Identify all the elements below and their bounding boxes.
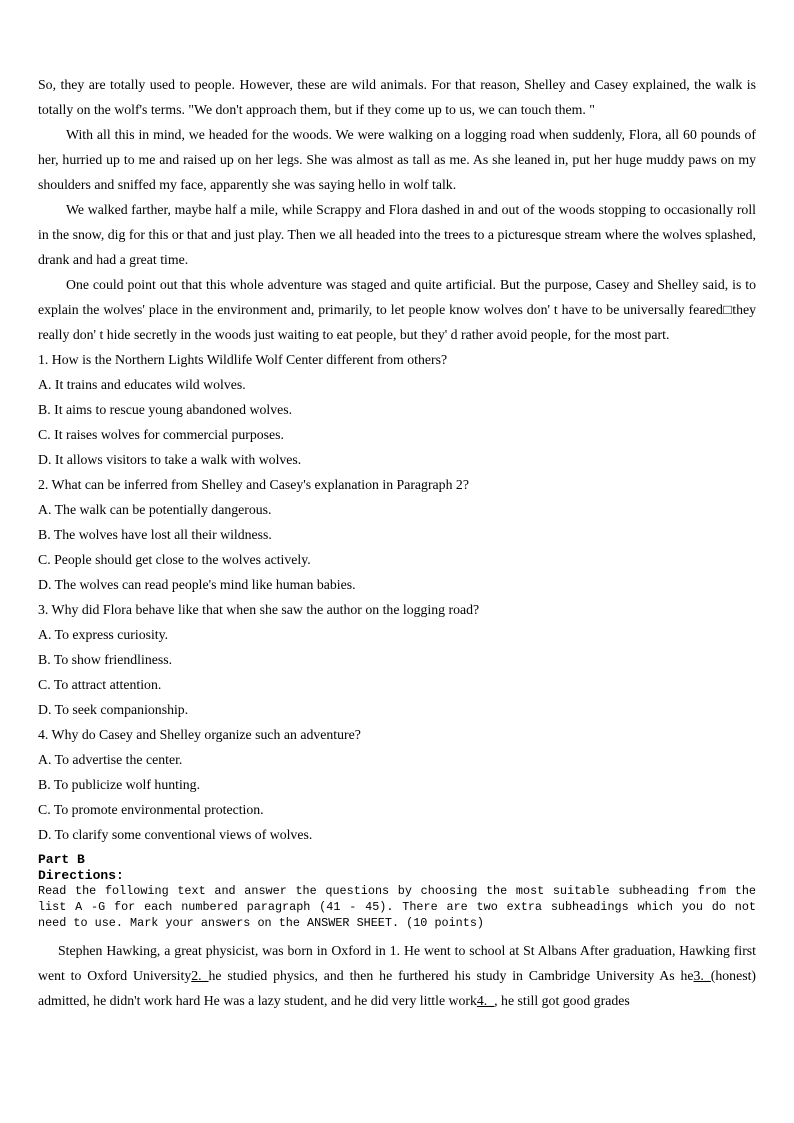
question-option: D. The wolves can read people's mind like human babies. <box>38 577 356 592</box>
question-option: D. It allows visitors to take a walk with wolves. <box>38 452 302 467</box>
cloze-text: Stephen Hawking, a great physicist, was born in Oxford in 1. He went to school at St Albans After graduation, Hawking first went to Oxford University <box>38 943 756 984</box>
cloze-text: he studied physics, and then he furthered his study in Cambridge University As he <box>208 968 694 984</box>
question-block <box>38 472 756 597</box>
question-option: B. To show friendliness. <box>38 652 173 667</box>
part-b-section <box>38 852 756 931</box>
question-option: A. It trains and educates wild wolves. <box>38 377 246 392</box>
question-text: 2. What can be inferred from Shelley and Casey's explanation in Paragraph 2? <box>38 477 469 492</box>
passage-paragraph: One could point out that this whole adventure was staged and quite artificial. But the purpose, Casey and Shelley said, is to explain the wolves' place in the environment and, primarily, to let people know wolves don' t have to be universally feared□they really don' t hide secretly in the woods just waiting to eat people, but they' d rather avoid people, for the most part. <box>38 277 756 342</box>
question-option: D. To seek companionship. <box>38 702 189 717</box>
question-option: B. The wolves have lost all their wildness. <box>38 527 272 542</box>
cloze-blank: 2._ <box>191 968 209 984</box>
reading-passage <box>38 72 756 347</box>
cloze-blank: 4._ <box>476 993 495 1009</box>
question-option: C. It raises wolves for commercial purposes. <box>38 427 284 442</box>
question-option: A. The walk can be potentially dangerous. <box>38 502 272 517</box>
directions-text: Read the following text and answer the questions by choosing the most suitable subheading from the list A -G for each numbered paragraph (41 - 45). There are two extra subheadings which you do not need to use. Mark your answers on the ANSWER SHEET. (10 points) <box>38 884 756 930</box>
question-option: C. To attract attention. <box>38 677 162 692</box>
question-block <box>38 347 756 472</box>
cloze-text: (honest) admitted, he didn't work hard He was a lazy student, and he did very little work <box>38 968 756 1009</box>
question-option: A. To express curiosity. <box>38 627 169 642</box>
question-option: D. To clarify some conventional views of wolves. <box>38 827 313 842</box>
question-block <box>38 722 756 847</box>
part-b-title: Part B <box>38 852 85 867</box>
passage-paragraph: We walked farther, maybe half a mile, while Scrappy and Flora dashed in and out of the woods stopping to occasionally roll in the snow, dig for this or that and just play. Then we all headed into the trees to a picturesque stream where the wolves splashed, drank and had a great time. <box>38 202 756 267</box>
question-option: B. It aims to rescue young abandoned wolves. <box>38 402 293 417</box>
passage-paragraph: With all this in mind, we headed for the woods. We were walking on a logging road when suddenly, Flora, all 60 pounds of her, hurried up to me and raised up on her legs. She was almost as tall as me. As she leaned in, put her huge muddy paws on my shoulders and sniffed my face, apparently she was saying hello in wolf talk. <box>38 127 756 192</box>
question-option: C. To promote environmental protection. <box>38 802 264 817</box>
question-option: B. To publicize wolf hunting. <box>38 777 201 792</box>
cloze-blank: 3._ <box>693 968 711 984</box>
questions-section <box>38 347 756 847</box>
question-block <box>38 597 756 722</box>
question-option: A. To advertise the center. <box>38 752 183 767</box>
directions-label: Directions: <box>38 868 124 883</box>
question-text: 4. Why do Casey and Shelley organize such an adventure? <box>38 727 361 742</box>
question-option: C. People should get close to the wolves actively. <box>38 552 311 567</box>
question-text: 3. Why did Flora behave like that when she saw the author on the logging road? <box>38 602 480 617</box>
passage-paragraph: So, they are totally used to people. However, these are wild animals. For that reason, Shelley and Casey explained, the walk is totally on the wolf's terms. "We don't approach them, but if they come up to us, we can touch them. " <box>38 77 756 117</box>
cloze-passage <box>38 938 756 1013</box>
question-text: 1. How is the Northern Lights Wildlife Wolf Center different from others? <box>38 352 448 367</box>
cloze-text: , he still got good grades <box>494 993 630 1009</box>
